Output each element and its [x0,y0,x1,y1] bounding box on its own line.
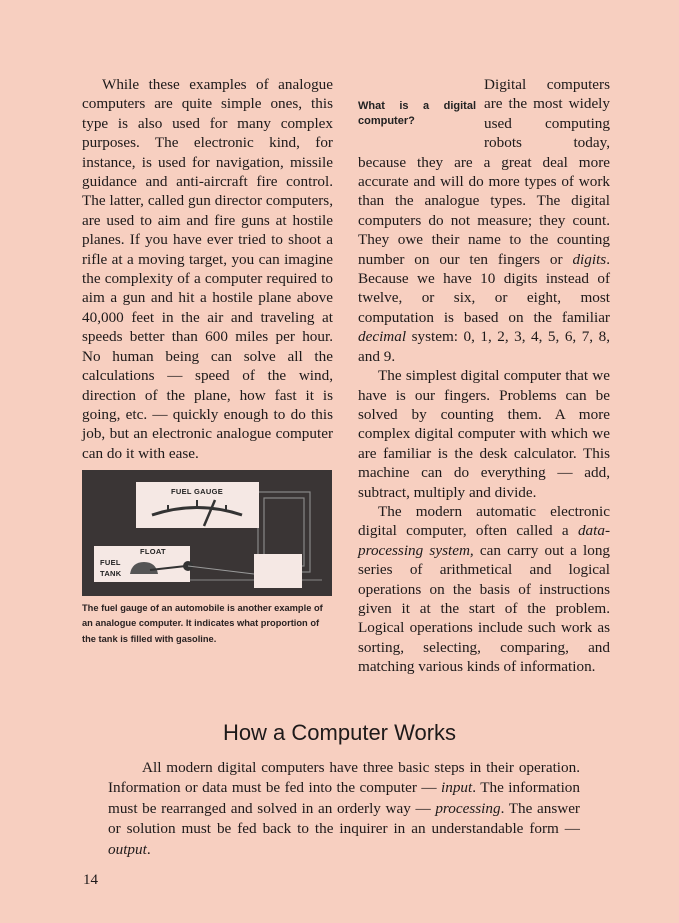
paragraph-data-processing [358,502,610,677]
paragraph-analogue-uses: While these examples of analogue computers are quite simple ones, this type is also used for many complex purposes. The electronic kind, for instance, is used for navigation, missile guidance and anti-aircraft fire control. The latter, called gun director computers, are used to aim and fire guns at hostile planes. If you have ever tried to shoot a rifle at a moving target, you can imagine the complexity of a computer required to aim a gun and hit a hostile plane above 40,000 feet in the air and traveling at speeds better than 600 miles per hour. No human being can solve all the calculations — speed of the wind, direction of the plane, how fast it is going, etc. — quickly enough to do this job, but an electronic analogue computer can do it with ease. [82,76,333,462]
term-processing: processing [435,799,501,817]
text-run: system: 0, 1, 2, 3, 4, 5, 6, 7, 8, and 9. [358,328,610,365]
paragraph-three-steps [108,758,580,860]
float-label: FLOAT [140,547,166,556]
text-run: The modern automatic electronic digital computer, often called a [358,502,610,540]
term-input: input [441,779,473,797]
tank-label-tank: TANK [100,569,122,578]
section-title: How a Computer Works [222,720,457,745]
right-column [358,75,610,677]
fuel-gauge-diagram [82,470,332,596]
left-column [82,75,333,463]
text-run: Digital computers are the most widely used computing robots today, because they are a great deal more accurate and will do more types of work than the analogue types. The digital computers do not measure; they count. They owe their name to the counting number on our ten fingers or [358,76,610,268]
text-run: . Because we have 10 digits instead of twelve, or six, or eight, most computation is based on the familiar [358,250,610,326]
paragraph-fingers: The simplest digital computer that we have is our fingers. Problems can be solved by counting them. A more complex digital computer with which we are familiar is the desk calculator. This machine can do everything — add, subtract, multiply and divide. [358,367,610,501]
term-data-processing: data-processing system, [358,522,610,559]
tank-label-fuel: FUEL [100,558,121,567]
text-run: can carry out a long series of arithmetical and logical operations on the basis of instructions given it at the start of the problem. Logical operations include such work as sorting, selecting, comparing, and matching various kinds of information. [358,541,611,676]
text-run: . The information must be rearranged and solved in an orderly way — [108,779,580,817]
text-run: . The answer or solution must be fed back to the inquirer in an understandable form — [108,799,580,838]
fuel-gauge-figure [82,470,332,596]
page-number: 14 [83,872,98,888]
paragraph-digital-intro [358,75,610,366]
text-run: All modern digital computers have three basic steps in their operation. Information or data must be fed into the computer — [108,759,580,797]
figure-caption: The fuel gauge of an automobile is another example of an analogue computer. It indicates what proportion of the tank is filled with gasoline. [82,603,323,644]
side-heading: What is a digital computer? [358,100,476,127]
term-decimal: decimal [358,328,407,346]
text-run: . [146,840,151,858]
gauge-label: FUEL GAUGE [170,487,224,496]
section-body [108,758,580,860]
term-output: output [108,840,147,858]
term-digits: digits [572,250,607,268]
sender-unit [254,554,302,588]
